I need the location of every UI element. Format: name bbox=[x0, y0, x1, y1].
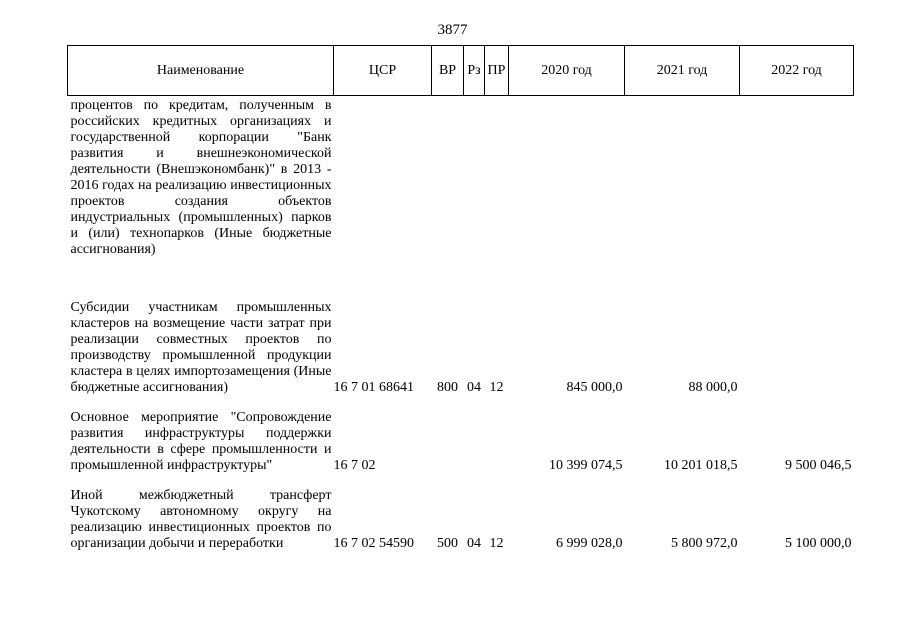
table-row bbox=[68, 474, 854, 552]
row-csr: 16 7 02 54590 bbox=[333, 536, 414, 551]
page-number: 3877 bbox=[437, 22, 468, 38]
table-row bbox=[68, 96, 854, 287]
row-2022 bbox=[740, 96, 854, 287]
header-vr: ВР bbox=[432, 46, 464, 96]
row-name: Субсидии участникам промышленных кластеров на возмещение части затрат при реализации совместных проектов по производству промышленной продукции кластера в целях импортозамещения (Иные бюджетные ассигнования) bbox=[70, 300, 332, 395]
row-vr: 500 bbox=[437, 536, 458, 551]
budget-table bbox=[67, 45, 854, 552]
header-pr: ПР bbox=[485, 46, 509, 96]
row-2022 bbox=[740, 286, 854, 396]
header-2021: 2021 год bbox=[625, 46, 740, 96]
row-2020: 845 000,0 bbox=[566, 380, 623, 395]
row-2022: 5 100 000,0 bbox=[785, 536, 852, 551]
header-2020: 2020 год bbox=[509, 46, 625, 96]
row-2021 bbox=[625, 96, 740, 287]
row-name: Основное мероприятие "Сопровождение развития инфраструктуры поддержки деятельности в сфере промышленности и промышленной инфраструктуры" bbox=[70, 410, 332, 473]
row-csr: 16 7 02 bbox=[333, 458, 376, 473]
row-2021: 10 201 018,5 bbox=[664, 458, 738, 473]
row-2022: 9 500 046,5 bbox=[785, 458, 852, 473]
row-2021: 5 800 972,0 bbox=[671, 536, 738, 551]
row-pr: 12 bbox=[489, 536, 504, 551]
row-rz bbox=[464, 96, 485, 287]
row-rz: 04 bbox=[467, 536, 481, 551]
row-2021: 88 000,0 bbox=[688, 380, 738, 395]
row-2020: 10 399 074,5 bbox=[549, 458, 623, 473]
row-csr: 16 7 01 68641 bbox=[333, 380, 414, 395]
row-rz: 04 bbox=[467, 380, 481, 395]
row-pr bbox=[485, 396, 509, 474]
row-pr: 12 bbox=[489, 380, 504, 395]
row-rz bbox=[464, 396, 485, 474]
header-2022: 2022 год bbox=[740, 46, 854, 96]
row-2020: 6 999 028,0 bbox=[556, 536, 623, 551]
row-vr bbox=[432, 396, 464, 474]
table-header-row bbox=[68, 46, 854, 96]
header-name: Наименование bbox=[68, 46, 334, 96]
row-pr bbox=[485, 96, 509, 287]
header-rz: Рз bbox=[464, 46, 485, 96]
row-vr: 800 bbox=[437, 380, 458, 395]
table-row bbox=[68, 396, 854, 474]
row-vr bbox=[432, 96, 464, 287]
row-name: процентов по кредитам, полученным в российских кредитных организациях и государственной корпорации "Банк развития и внешнеэкономической деятельности (Внешэкономбанк)" в 2013 - 2016 годах на реализацию инвестиционных проектов создания объектов индустриальных (промышленных) парков и (или) технопарков (Иные бюджетные ассигнования) bbox=[70, 98, 332, 257]
header-csr: ЦСР bbox=[334, 46, 432, 96]
row-name: Иной межбюджетный трансферт Чукотскому автономному округу на реализацию инвестиционных проектов по организации добычи и переработки bbox=[70, 488, 332, 551]
row-csr bbox=[334, 96, 432, 287]
row-2020 bbox=[509, 96, 625, 287]
table-row bbox=[68, 286, 854, 396]
